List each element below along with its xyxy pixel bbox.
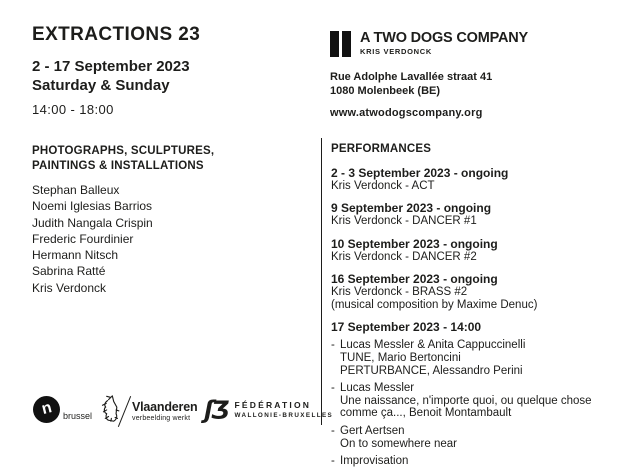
performance-detail: Gert Aertsen xyxy=(340,425,405,438)
performance-bullet xyxy=(331,455,627,468)
federation-name: FÉDÉRATION xyxy=(234,400,312,410)
bar-right xyxy=(342,31,351,57)
vlaanderen-logo xyxy=(99,394,197,429)
performance-detail: Lucas Messler & Anita Cappuccinelli xyxy=(340,339,526,352)
performance-detail: TUNE, Mario Bertoncini xyxy=(340,352,461,365)
list-item: Hermann Nitsch xyxy=(32,248,119,263)
bullet-dash: - xyxy=(331,455,335,468)
performance-detail: Kris Verdonck - BRASS #2 xyxy=(331,286,468,299)
brussel-logo xyxy=(33,396,92,423)
company-logo xyxy=(330,30,528,57)
performance-detail: Une naissance, n'importe quoi, ou quelque chose xyxy=(340,394,592,407)
exhibition-section xyxy=(32,144,312,296)
address-line-1: Rue Adolphe Lavallée straat 41 xyxy=(330,71,493,83)
performance-detail: comme ça..., Benoit Montambault xyxy=(340,407,512,420)
bar-left xyxy=(330,31,339,57)
performance-detail: Lucas Messler xyxy=(340,382,415,395)
list-item: Kris Verdonck xyxy=(32,280,107,295)
performance-date: 9 September 2023 - ongoing xyxy=(331,201,492,216)
performance-group xyxy=(331,202,627,228)
performance-date: 16 September 2023 - ongoing xyxy=(331,272,498,287)
performance-date: 2 - 3 September 2023 - ongoing xyxy=(331,165,509,180)
performances-heading: PERFORMANCES xyxy=(331,143,432,155)
brussel-label: brussel xyxy=(63,411,93,421)
bullet-dash: - xyxy=(331,382,335,395)
bullet-lines xyxy=(340,455,627,468)
two-bars-icon xyxy=(330,31,351,57)
performance-detail: (musical composition by Maxime Denuc) xyxy=(331,298,538,311)
exhibition-heading-line1: PHOTOGRAPHS, SCULPTURES, xyxy=(32,145,215,157)
performance-date: 10 September 2023 - ongoing xyxy=(331,236,498,251)
federation-text-block xyxy=(235,401,334,419)
address-line-2: 1080 Molenbeek (BE) xyxy=(330,85,441,97)
exhibition-heading-line2: PAINTINGS & INSTALLATIONS xyxy=(32,159,204,172)
list-item: Judith Nangala Crispin xyxy=(32,215,153,230)
company-name: A TWO DOGS COMPANY xyxy=(360,30,528,46)
federation-logo xyxy=(204,398,333,422)
exhibition-dates: 2 - 17 September 2023 xyxy=(32,58,190,75)
performance-group xyxy=(331,273,627,311)
intro-block xyxy=(32,24,200,117)
bullet-lines xyxy=(340,339,627,377)
performance-detail: Kris Verdonck - DANCER #1 xyxy=(331,215,477,228)
performance-date: 17 September 2023 - 14:00 xyxy=(331,320,482,335)
company-subtitle: KRIS VERDONCK xyxy=(360,47,433,56)
performance-detail: PERTURBANCE, Alessandro Perini xyxy=(340,364,523,377)
list-item: Frederic Fourdinier xyxy=(32,231,134,246)
federation-subtitle: WALLONIE-BRUXELLES xyxy=(234,412,334,419)
federation-script-icon: ʃƷ xyxy=(204,396,227,424)
company-name-block xyxy=(360,30,528,56)
exhibition-hours: 14:00 - 18:00 xyxy=(32,102,114,117)
vlaanderen-name: Vlaanderen xyxy=(132,400,198,414)
performance-bullet xyxy=(331,339,627,377)
footer-logos xyxy=(0,392,640,438)
performance-detail: On to somewhere near xyxy=(340,437,457,450)
artist-list xyxy=(32,182,312,296)
brussel-n-glyph: n xyxy=(39,398,54,418)
exhibition-days: Saturday & Sunday xyxy=(32,77,170,94)
page-title: EXTRACTIONS 23 xyxy=(32,24,201,45)
vlaanderen-text-block xyxy=(132,401,197,422)
performance-detail: Kris Verdonck - ACT xyxy=(331,179,435,192)
performance-detail: Kris Verdonck - DANCER #2 xyxy=(331,250,477,263)
list-item: Sabrina Ratté xyxy=(32,264,106,279)
bullet-dash: - xyxy=(331,339,335,352)
bullet-dash: - xyxy=(331,425,335,438)
list-item: Noemi Iglesias Barrios xyxy=(32,199,153,214)
exhibition-heading xyxy=(32,144,312,173)
performance-group xyxy=(331,167,627,193)
performance-detail: Improvisation xyxy=(340,455,409,468)
company-block xyxy=(330,30,528,119)
vlaanderen-lion-icon xyxy=(99,394,120,429)
vlaanderen-tagline: verbeelding werkt xyxy=(132,415,191,422)
column-divider xyxy=(321,138,322,425)
list-item: Stephan Balleux xyxy=(32,183,120,197)
brussel-iris-icon xyxy=(33,396,60,423)
company-website[interactable]: www.atwodogscompany.org xyxy=(330,107,483,119)
performance-group xyxy=(331,238,627,264)
company-address xyxy=(330,70,528,98)
